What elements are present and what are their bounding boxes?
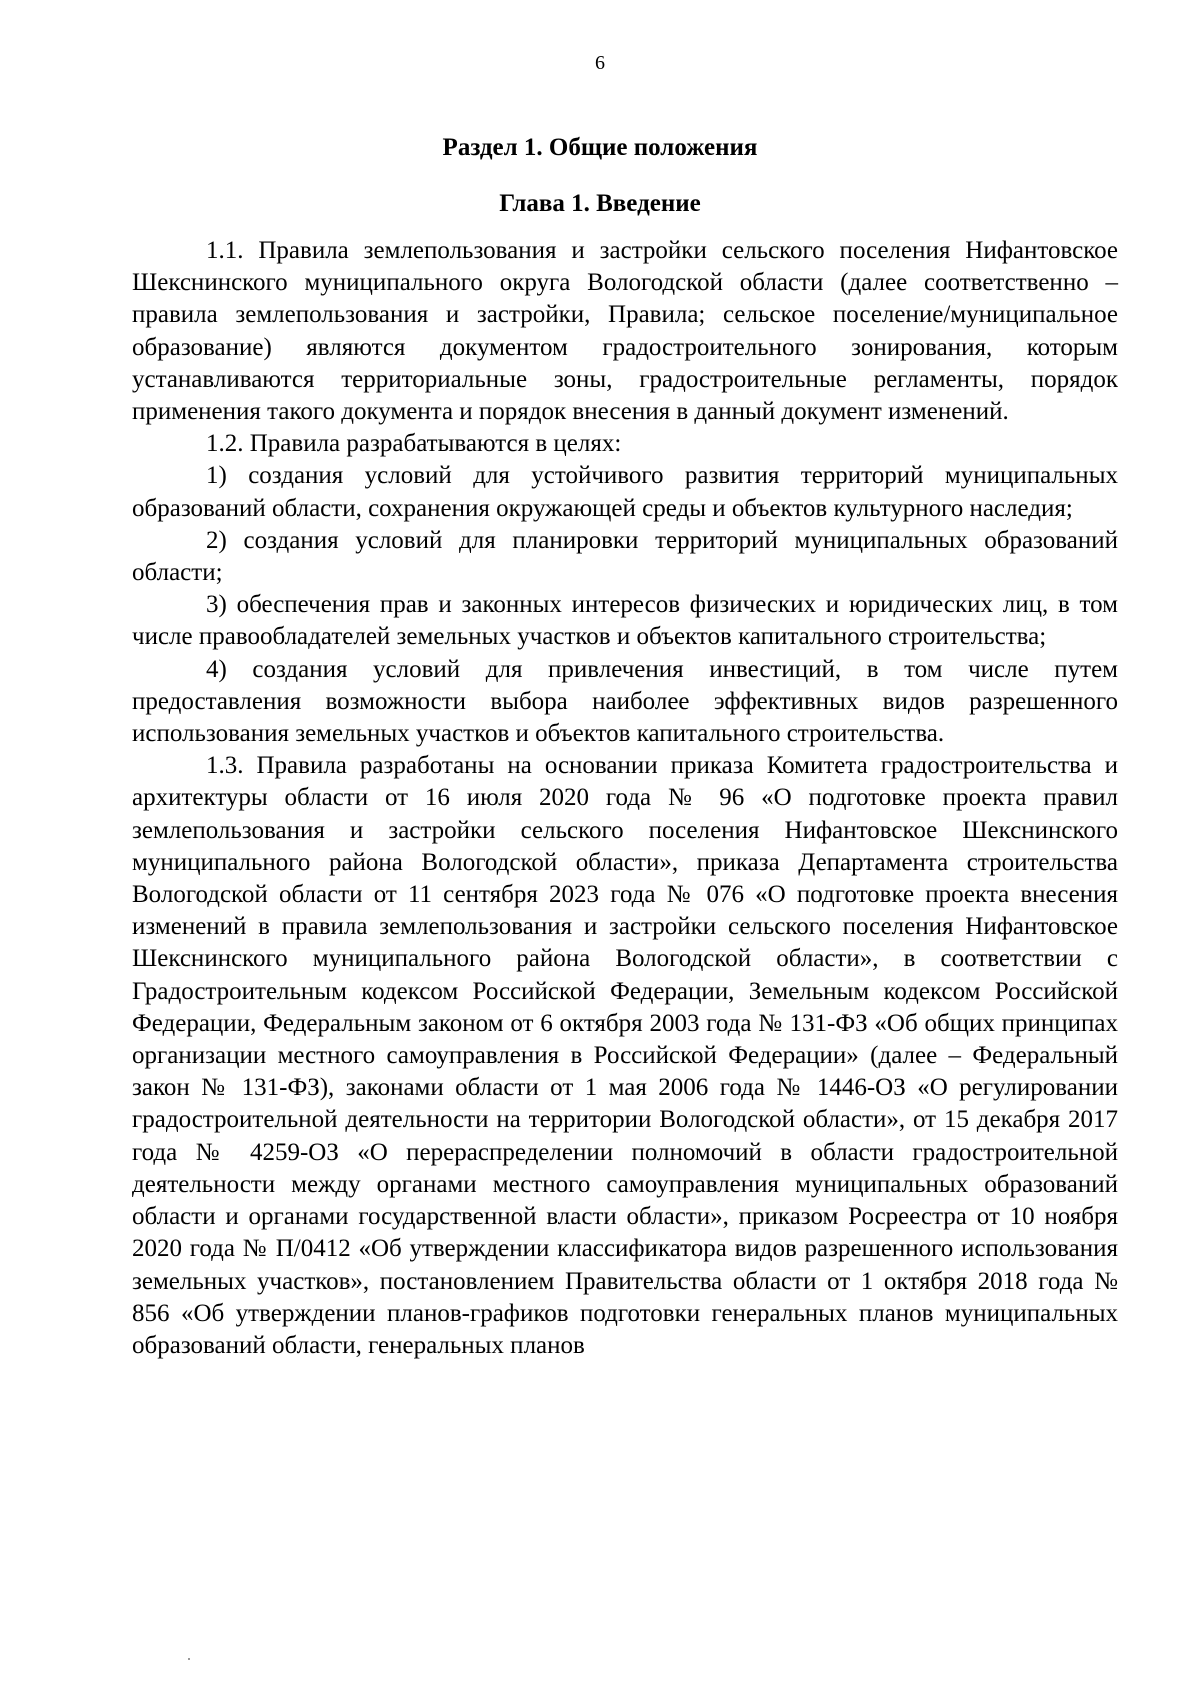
paragraph-1-1: 1.1. Правила землепользования и застройки сельского поселения Нифантовское Шекснинского муниципального округа Вологодской области (далее соответственно – правила землепользования и застройки, Правила; сельское поселение/муниципальное образование) являются документом градостроительного зонирования, которым устанавливаются территориальные зоны, градостроительные регламенты, порядок применения такого документа и порядок внесения в данный документ изменений. <box>132 237 1118 426</box>
paragraph-1-3: 1.3. Правила разработаны на основании приказа Комитета градостроительства и архитектуры области от 16 июля 2020 года № 96 «О подготовке проекта правил землепользования и застройки сельского поселения Нифантовское Шекснинского муниципального района Вологодской области», приказа Департамента строительства Вологодской области от 11 сентября 2023 года № 076 «О подготовке проекта внесения изменений в правила землепользования и застройки сельского поселения Нифантовское Шекснинского муниципального района Вологодской области», в соответствии с Градостроительным кодексом Российской Федерации, Земельным кодексом Российской Федерации, Федеральным законом от 6 октября 2003 года № 131-ФЗ «Об общих принципах организации местного самоуправления в Российской Федерации» (далее – Федеральный закон № 131-ФЗ), законами области от 1 мая 2006 года № 1446-ОЗ «О регулировании градостроительной деятельности на территории Вологодской области», от 15 декабря 2017 года № 4259-ОЗ «О перераспределении полномочий в области градостроительной деятельности между органами местного самоуправления муниципальных образований области и органами государственной власти области», приказом Росреестра от 10 ноября 2020 года № П/0412 «Об утверждении классификатора видов разрешенного использования земельных участков», постановлением Правительства области от 1 октября 2018 года № 856 «Об утверждении планов-графиков подготовки генеральных планов муниципальных образований области, генеральных планов <box>132 752 1118 1359</box>
list-item-4: 4) создания условий для привлечения инвестиций, в том числе путем предоставления возможности выбора наиболее эффективных видов разрешенного использования земельных участков и объектов капитального строительства. <box>132 655 1118 748</box>
paragraph-1-2: 1.2. Правила разрабатываются в целях: <box>206 430 622 458</box>
list-item-2: 2) создания условий для планировки территорий муниципальных образований области; <box>132 526 1118 587</box>
scan-speck <box>188 1658 190 1660</box>
chapter-title: Глава 1. Введение <box>499 190 701 217</box>
list-item-1: 1) создания условий для устойчивого развития территорий муниципальных образований области, сохранения окружающей среды и объектов культурного наследия; <box>132 462 1118 522</box>
list-item-3: 3) обеспечения прав и законных интересов физических и юридических лиц, в том числе правообладателей земельных участков и объектов капитального строительства; <box>132 591 1118 651</box>
section-title: Раздел 1. Общие положения <box>442 134 758 161</box>
page-number: 6 <box>595 52 605 74</box>
document-body <box>132 235 1118 1362</box>
